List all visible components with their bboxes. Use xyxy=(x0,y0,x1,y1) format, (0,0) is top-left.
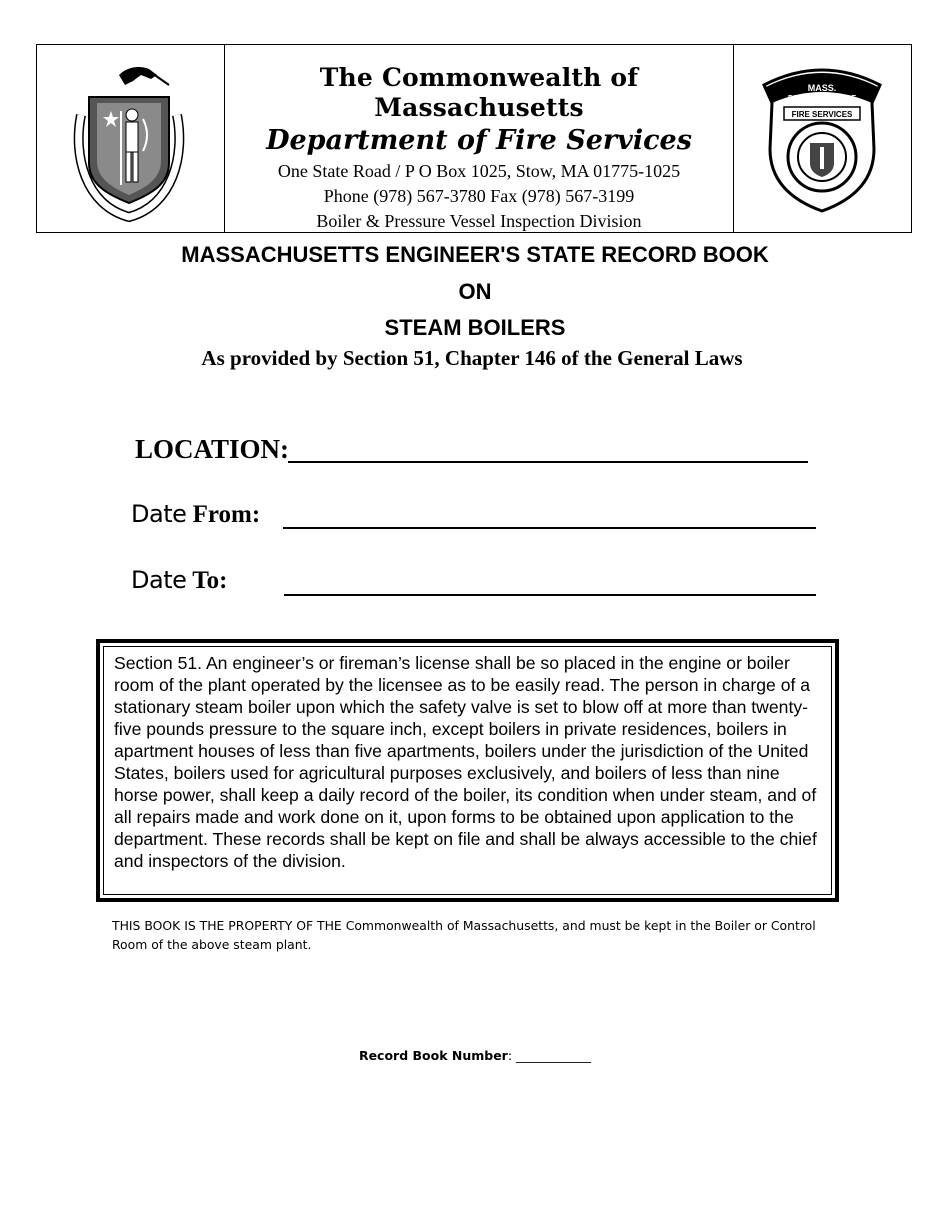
badge-cell xyxy=(733,45,911,232)
date-from-input-line[interactable] xyxy=(283,527,816,529)
property-notice: THIS BOOK IS THE PROPERTY OF THE Commonwealth of Massachusetts, and must be kept in the Boiler or Control Room of the above steam plant. xyxy=(112,918,816,952)
date-to-label xyxy=(131,566,227,595)
header-text xyxy=(225,45,733,232)
commonwealth-heading: The Commonwealth of Massachusetts xyxy=(319,63,639,122)
date-word: Date xyxy=(131,500,187,528)
record-book-number xyxy=(0,1048,950,1063)
to-word: To: xyxy=(192,567,228,594)
massachusetts-state-seal xyxy=(37,45,224,232)
record-book-input-line[interactable]: : ____________ xyxy=(507,1048,592,1063)
from-word: From: xyxy=(192,501,261,528)
section-51-text: Section 51. An engineer’s or fireman’s license shall be so placed in the engine or boiler room of the plant operated by the licensee as to be easily read. The person in charge of a stationary steam boiler upon which the safety valve is set to blow off at more than twenty-five pounds pressure to the square inch, except boilers in private residences, boilers in apartment houses of less than five apartments, boilers under the jurisdiction of the United States, boilers used for agricultural purposes exclusively, and boilers of less than nine horse power, shall keep a daily record of the boiler, its condition when under steam, and of all repairs made and work done on it, upon forms to be obtained upon application to the department. These records shall be kept on file and shall be always accessible to the chief and inspectors of the division. xyxy=(103,646,832,895)
badge-text-dept: DEPARTMENT OF xyxy=(787,94,857,103)
title-line-2: ON xyxy=(458,279,492,304)
section-51-box xyxy=(96,639,839,902)
badge-text-mass: MASS. xyxy=(807,83,837,93)
title-line-1: MASSACHUSETTS ENGINEER'S STATE RECORD BOOK xyxy=(181,242,769,267)
location-label: LOCATION: xyxy=(135,434,290,464)
subtitle: As provided by Section 51, Chapter 146 of the General Laws xyxy=(201,346,743,370)
letterhead xyxy=(36,44,912,233)
date-from-label xyxy=(131,500,260,529)
record-book-label: Record Book Number xyxy=(358,1048,508,1063)
location-input-line[interactable] xyxy=(288,461,808,463)
address-line: One State Road / P O Box 1025, Stow, MA 01775-1025 xyxy=(277,161,681,181)
badge-text-fire: FIRE SERVICES xyxy=(791,110,853,119)
date-to-input-line[interactable] xyxy=(284,594,816,596)
fire-services-badge xyxy=(734,45,911,232)
phone-line: Phone (978) 567-3780 Fax (978) 567-3199 xyxy=(323,186,635,206)
date-word: Date xyxy=(131,566,187,594)
division-line: Boiler & Pressure Vessel Inspection Division xyxy=(316,211,642,231)
department-heading: Department of Fire Services xyxy=(266,125,692,156)
seal-cell xyxy=(37,45,225,232)
title-line-3: STEAM BOILERS xyxy=(384,315,566,340)
